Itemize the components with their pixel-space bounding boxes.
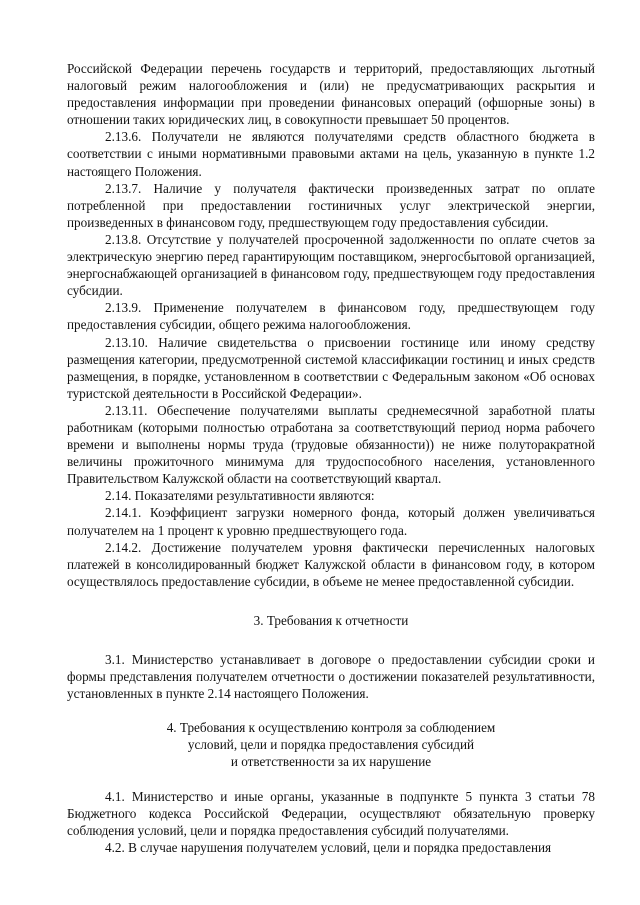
spacer — [67, 702, 595, 719]
paragraph-2-13-8: 2.13.8. Отсутствие у получателей просроченной задолженности по оплате счетов за электрическую энергию перед гарантирующим поставщиком, энергосбытовой организацией, энергоснабжающей организацией в финансовом году, предшествующем году предоставления субсидии. — [67, 231, 595, 299]
paragraph-2-13-9: 2.13.9. Применение получателем в финансовом году, предшествующем году предоставления субсидии, общего режима налогообложения. — [67, 300, 595, 333]
paragraph-offshore: Российской Федерации перечень государств и территорий, предоставляющих льготный налоговый режим налогообложения и (или) не предусматривающих раскрытия и предоставления информации при проведении финансовых операций (офшорные зоны) в отношении таких юридических лиц, в совокупности превышает 50 процентов. — [67, 61, 595, 128]
paragraph-2-14-2: 2.14.2. Достижение получателем уровня фактически перечисленных налоговых платежей в консолидированный бюджет Калужской области в финансовом году, в котором осуществлялось предоставление субсидии, в объеме не менее предоставленной субсидии. — [67, 539, 595, 589]
spacer — [67, 771, 595, 788]
section-4-heading-line-3: и ответственности за их нарушение — [230, 754, 432, 770]
paragraph-4-2: 4.2. В случае нарушения получателем условий, цели и порядка предоставления — [105, 839, 552, 855]
paragraph-2-14: 2.14. Показателями результативности являются: — [105, 488, 375, 504]
section-4-heading-line-2: условий, цели и порядка предоставления субсидий — [187, 737, 475, 753]
spacer — [67, 590, 595, 612]
section-3-heading: 3. Требования к отчетности — [253, 612, 409, 628]
paragraph-2-13-11: 2.13.11. Обеспечение получателями выплаты среднемесячной заработной платы работникам (которыми полностью отработана за соответствующий период норма рабочего времени и выполнены нормы труда (трудовые обязанности)) не ниже полуторакратной величины прожиточного минимума для трудоспособного населения, установленного Правительством Калужской области на соответствующий квартал. — [67, 402, 595, 487]
spacer — [67, 629, 595, 651]
document-page — [67, 60, 595, 856]
section-4-heading-line-1: 4. Требования к осуществлению контроля за соблюдением — [166, 720, 496, 736]
paragraph-2-13-6: 2.13.6. Получатели не являются получателями средств областного бюджета в соответствии с иными нормативными правовыми актами на цель, указанную в пункте 1.2 настоящего Положения. — [67, 129, 595, 179]
paragraph-2-13-10: 2.13.10. Наличие свидетельства о присвоении гостинице или иному средству размещения категории, предусмотренной системой классификации гостиниц и иных средств размещения, в порядке, установленном в соответствии с Федеральным законом «Об основах туристской деятельности в Российской Федерации». — [67, 334, 595, 401]
paragraph-3-1: 3.1. Министерство устанавливает в договоре о предоставлении субсидии сроки и формы представления получателем отчетности о достижении показателей результативности, установленных в пункте 2.14 настоящего Положения. — [67, 652, 595, 702]
paragraph-2-14-1: 2.14.1. Коэффициент загрузки номерного фонда, который должен увеличиваться получателем на 1 процент к уровню предшествующего года. — [67, 505, 595, 538]
paragraph-4-1: 4.1. Министерство и иные органы, указанные в подпункте 5 пункта 3 статьи 78 Бюджетного кодекса Российской Федерации, осуществляют обязательную проверку соблюдения условий, цели и порядка предоставления субсидий получателями. — [67, 788, 595, 838]
paragraph-2-13-7: 2.13.7. Наличие у получателя фактически произведенных затрат по оплате потребленной при предоставлении гостиничных услуг электрической энергии, произведенных в финансовом году, предшествующем году предоставления субсидии. — [67, 180, 595, 230]
